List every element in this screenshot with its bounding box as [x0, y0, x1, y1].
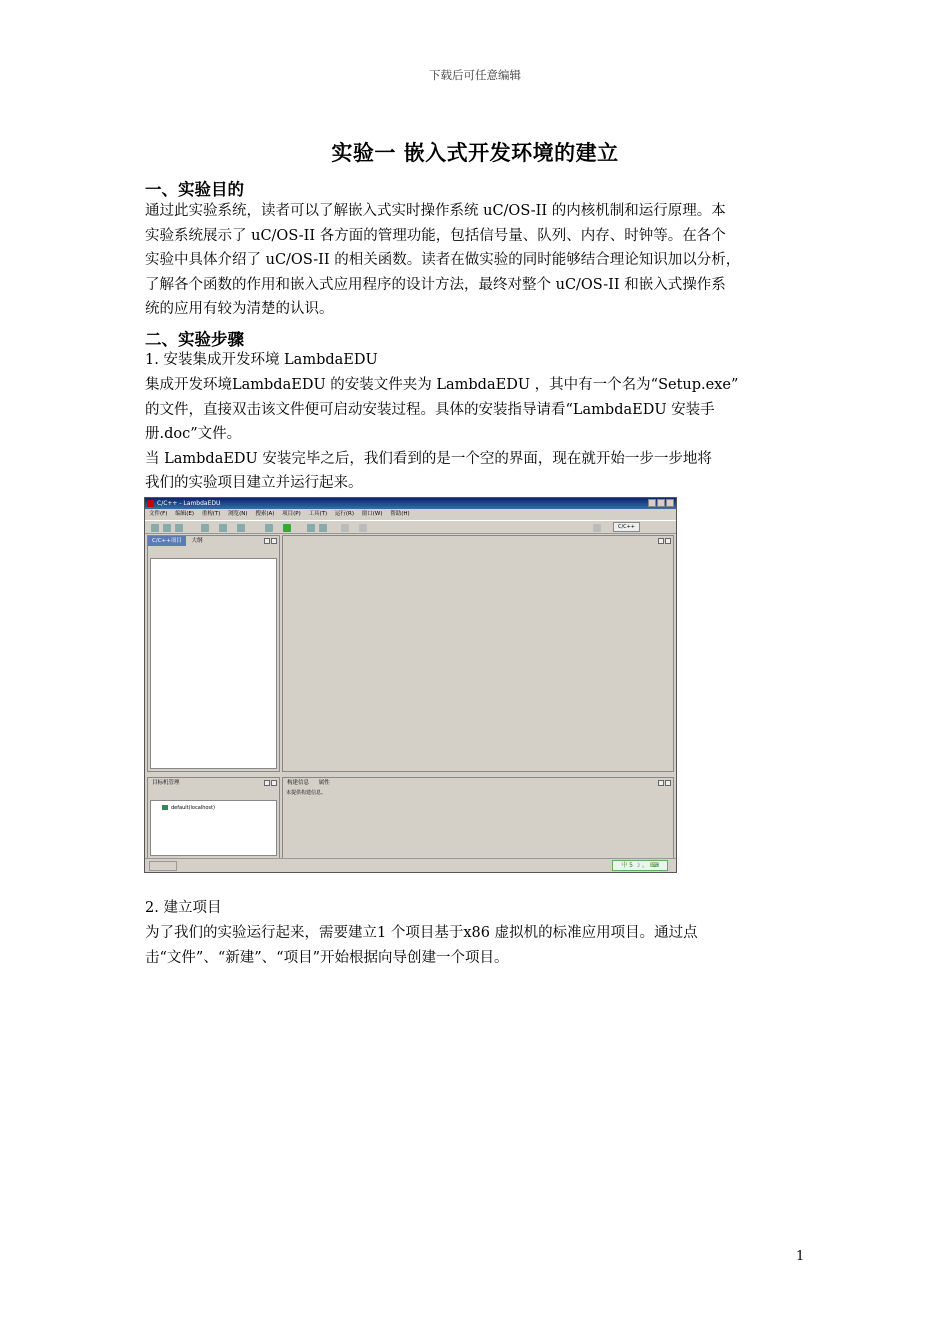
status-bar [145, 858, 676, 872]
computer-icon [162, 805, 168, 810]
menu-edit: 编辑(E) [175, 511, 194, 517]
close-icon [666, 499, 674, 507]
tab-outline: 大纲 [191, 538, 203, 544]
step2-title: 2. 建立项目 [145, 900, 222, 916]
debug-icon [265, 524, 273, 532]
project-tree [150, 558, 277, 769]
target-manager-view [147, 777, 280, 859]
page-title: 实验一 嵌入式开发环境的建立 [331, 140, 619, 165]
folder-icon [307, 524, 315, 532]
minimize-icon [648, 499, 656, 507]
editor-minimize-icon [658, 538, 664, 544]
ide-titlebar: C/C++ - LambdaEDU [145, 498, 676, 509]
step1-paragraph: 集成开发环境LambdaEDU 的安装文件夹为 LambdaEDU ，其中有一个名为“Setup.exe” 的文件，直接双击该文件便可启动安装过程。具体的安装指导请看“LambdaEDU 安装手 册.doc”文件。 当 LambdaEDU 安装完毕之后，我们看到的是一个空的界面，现在就开始一步一步地将 我们的实验项目建立并运行起来。 [145, 377, 739, 491]
file-icon [219, 524, 227, 532]
tab-properties: 属性 [318, 780, 330, 786]
section2-heading: 二、实验步骤 [145, 330, 244, 349]
ide-menubar [145, 509, 676, 519]
step2-paragraph: 为了我们的实验运行起来，需要建立1 个项目基于x86 虚拟机的标准应用项目。通过点 击“文件”、“新建”、“项目”开始根据向导创建一个项目。 [145, 925, 698, 966]
menu-file: 文件(F) [149, 511, 168, 517]
refresh-icon [237, 524, 245, 532]
build-maximize-icon [665, 780, 671, 786]
print-icon [175, 524, 183, 532]
menu-window: 窗口(W) [361, 511, 383, 517]
menu-help: 帮助(H) [390, 511, 410, 517]
menu-run: 运行(R) [334, 511, 355, 517]
target-minimize-icon [264, 780, 270, 786]
back-icon [341, 524, 349, 532]
app-logo-icon [147, 500, 154, 507]
editor-area [282, 535, 674, 772]
ime-indicator: 中 5 ☽ 。 ⌨ [612, 860, 668, 871]
header-note: 下载后可任意编辑 [429, 68, 521, 82]
project-view [147, 535, 280, 772]
page-number: 1 [796, 1249, 805, 1264]
target-maximize-icon [271, 780, 277, 786]
view-maximize-icon [271, 538, 277, 544]
forward-icon [359, 524, 367, 532]
section1-heading: 一、实验目的 [145, 180, 244, 199]
new-icon [151, 524, 159, 532]
tab-build-info: 构建信息 [287, 780, 310, 786]
maximize-icon [657, 499, 665, 507]
tab-cpp-project: C/C++项目 [148, 536, 186, 546]
tool-icon [319, 524, 327, 532]
menu-tools: 工具(T) [308, 511, 328, 517]
step1-title: 1. 安装集成开发环境 LambdaEDU [145, 352, 378, 368]
section1-paragraph: 通过此实验系统，读者可以了解嵌入式实时操作系统 uC/OS-II 的内核机制和运行原理。本 实验系统展示了 uC/OS-II 各方面的管理功能，包括信号量、队列、内存、时钟等。在各个 实验中具体介绍了 uC/OS-II 的相关函数。读者在做实验的同时能够结合理论知识加以分析， 了解各个函数的作用和嵌入式应用程序的设计方法，最终对整个 uC/OS-II 和嵌入式操作系 统的应用有较为清楚的认识。 [145, 203, 741, 317]
perspective-button: C/C++ [613, 522, 640, 532]
menu-navigate: 浏览(N) [228, 511, 248, 517]
menu-project: 项目(P) [282, 511, 301, 517]
build-minimize-icon [658, 780, 664, 786]
menu-search: 搜索(A) [255, 511, 275, 517]
run-icon [283, 524, 291, 532]
ide-screenshot [144, 497, 677, 873]
tab-target-manager: 目标机管理 [152, 780, 180, 786]
build-icon [201, 524, 209, 532]
save-icon [163, 524, 171, 532]
build-message: 未提供构建信息。 [286, 790, 327, 796]
editor-maximize-icon [665, 538, 671, 544]
build-info-view [282, 777, 674, 859]
open-perspective-icon [593, 524, 601, 532]
target-item: default(localhost) [162, 805, 215, 811]
menu-refactor: 重构(T) [201, 511, 221, 517]
view-minimize-icon [264, 538, 270, 544]
ide-toolbar [145, 520, 676, 534]
